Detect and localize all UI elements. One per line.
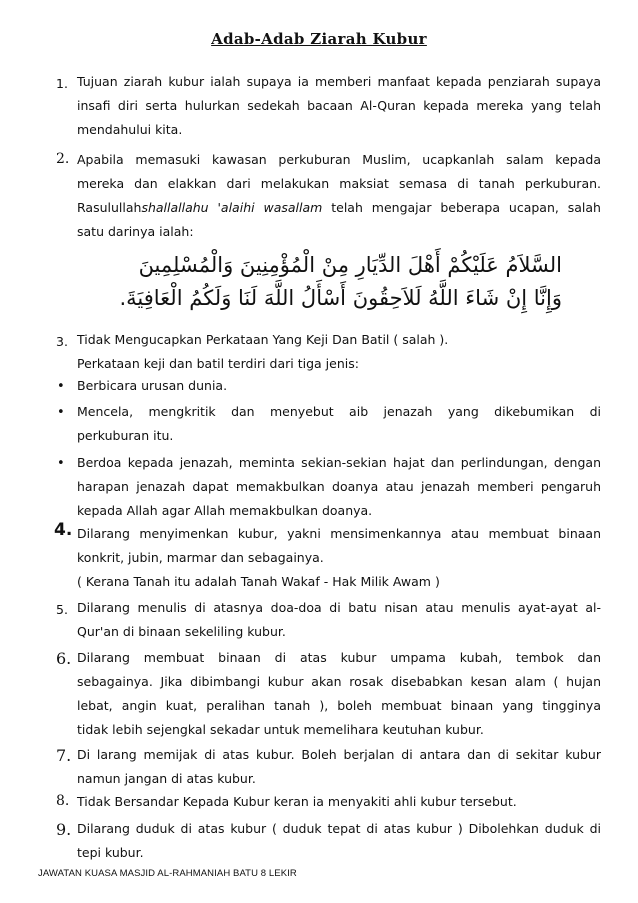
item-8-text [77, 790, 601, 814]
text-line: konkrit, jubin, marmar dan sebagainya. [77, 550, 324, 565]
text-line: satu darinya ialah: [77, 224, 194, 239]
bullet-icon: • [57, 405, 65, 420]
item-5-text [77, 596, 601, 644]
item-3-number: 3. [56, 334, 68, 349]
text-line: Tidak Mengucapkan Perkataan Yang Keji Dan Batil ( salah ). [77, 332, 449, 347]
text-line-rasul [77, 196, 601, 220]
item-7-number: 7. [56, 746, 72, 765]
text-line: mereka dan elakkan dari melakukan maksiat semasa di tanah perkuburan. [77, 176, 601, 191]
text-line: harapan jenazah dapat memakbulkan doanya atau jenazah memberi pengaruh [77, 479, 601, 494]
text-line: Di larang memijak di atas kubur. Boleh berjalan di antara dan di sekitar kubur [77, 747, 601, 762]
item-3-text [77, 328, 601, 376]
text-line: ( Kerana Tanah itu adalah Tanah Wakaf - Hak Milik Awam ) [77, 574, 440, 589]
text-line: Berbicara urusan dunia. [77, 378, 228, 393]
text-line: Dilarang duduk di atas kubur ( duduk tepat di atas kubur ) Dibolehkan duduk di [77, 821, 601, 836]
item-7-text [77, 743, 601, 791]
text-line: Apabila memasuki kawasan perkuburan Muslim, ucapkanlah salam kepada [77, 152, 601, 167]
text-line: Dilarang menulis di atasnya doa-doa di batu nisan atau menulis ayat-ayat al- [77, 600, 601, 615]
item-6-text [77, 646, 601, 742]
text-line: tidak lebih sejengkal sekadar untuk memelihara keutuhan kubur. [77, 722, 484, 737]
rasul-rest: telah mengajar beberapa ucapan, salah [322, 200, 601, 215]
text-line: kepada Allah agar Allah memakbulkan doanya. [77, 503, 373, 518]
arabic-line-2: وَإِنَّا إِنْ شَاءَ اللَّهُ لَلاَحِقُونَ أَسْأَلُ اللَّهَ لَنَا وَلَكُمُ الْعَافِيَةَ. [119, 286, 562, 310]
bullet-icon: • [57, 379, 65, 394]
bullet-icon: • [57, 456, 65, 471]
item-2-number: 2. [56, 151, 70, 167]
item-9-text [77, 817, 601, 865]
rasul-italic: shallallahu 'alaihi wasallam [141, 200, 323, 215]
item-1-number: 1. [56, 76, 68, 91]
page-title: Adab-Adab Ziarah Kubur [211, 30, 427, 48]
item-6-number: 6. [56, 649, 72, 668]
text-line: Dilarang menyimenkan kubur, yakni mensimenkannya atau membuat binaan [77, 526, 601, 541]
text-line: Dilarang membuat binaan di atas kubur umpama kubah, tembok dan [77, 650, 601, 665]
arabic-line-1: السَّلاَمُ عَلَيْكُمْ أَهْلَ الدِّيَارِ مِنْ الْمُؤْمِنِينَ وَالْمُسْلِمِينَ [138, 253, 562, 277]
text-line: perkuburan itu. [77, 428, 174, 443]
item-4-text [77, 522, 601, 594]
page-footer: JAWATAN KUASA MASJID AL-RAHMANIAH BATU 8 LEKIR [38, 868, 297, 879]
item-8-number: 8. [56, 793, 70, 809]
text-line: Tidak Bersandar Kepada Kubur keran ia menyakiti ahli kubur tersebut. [77, 794, 517, 809]
item-5-number: 5. [56, 602, 68, 617]
bullet-2-text [77, 400, 601, 448]
text-line: Mencela, mengkritik dan menyebut aib jenazah yang dikebumikan di [77, 404, 601, 419]
text-line: sebagainya. Jika dibimbangi kubur akan rosak disebabkan kesan alam ( hujan [77, 674, 601, 689]
item-9-number: 9. [56, 820, 72, 839]
item-1-text [77, 70, 601, 142]
text-line: Berdoa kepada jenazah, meminta sekian-sekian hajat dan perlindungan, dengan [77, 455, 601, 470]
text-line: insafi diri serta hulurkan sedekah bacaan Al-Quran kepada mereka yang telah [77, 98, 601, 113]
text-line: Tujuan ziarah kubur ialah supaya ia memberi manfaat kepada penziarah supaya [77, 74, 601, 89]
rasul-prefix: Rasulullah [77, 200, 142, 215]
item-2-text [77, 148, 601, 244]
bullet-1-text [77, 374, 601, 398]
text-line: mendahului kita. [77, 122, 183, 137]
item-4-number: 4. [54, 520, 73, 540]
text-line: lebat, angin kuat, peralihan tanah ), boleh membuat binaan yang tingginya [77, 698, 601, 713]
text-line: tepi kubur. [77, 845, 144, 860]
text-line: Perkataan keji dan batil terdiri dari tiga jenis: [77, 356, 359, 371]
text-line: namun jangan di atas kubur. [77, 771, 256, 786]
bullet-3-text [77, 451, 601, 523]
text-line: Qur'an di binaan sekeliling kubur. [77, 624, 286, 639]
